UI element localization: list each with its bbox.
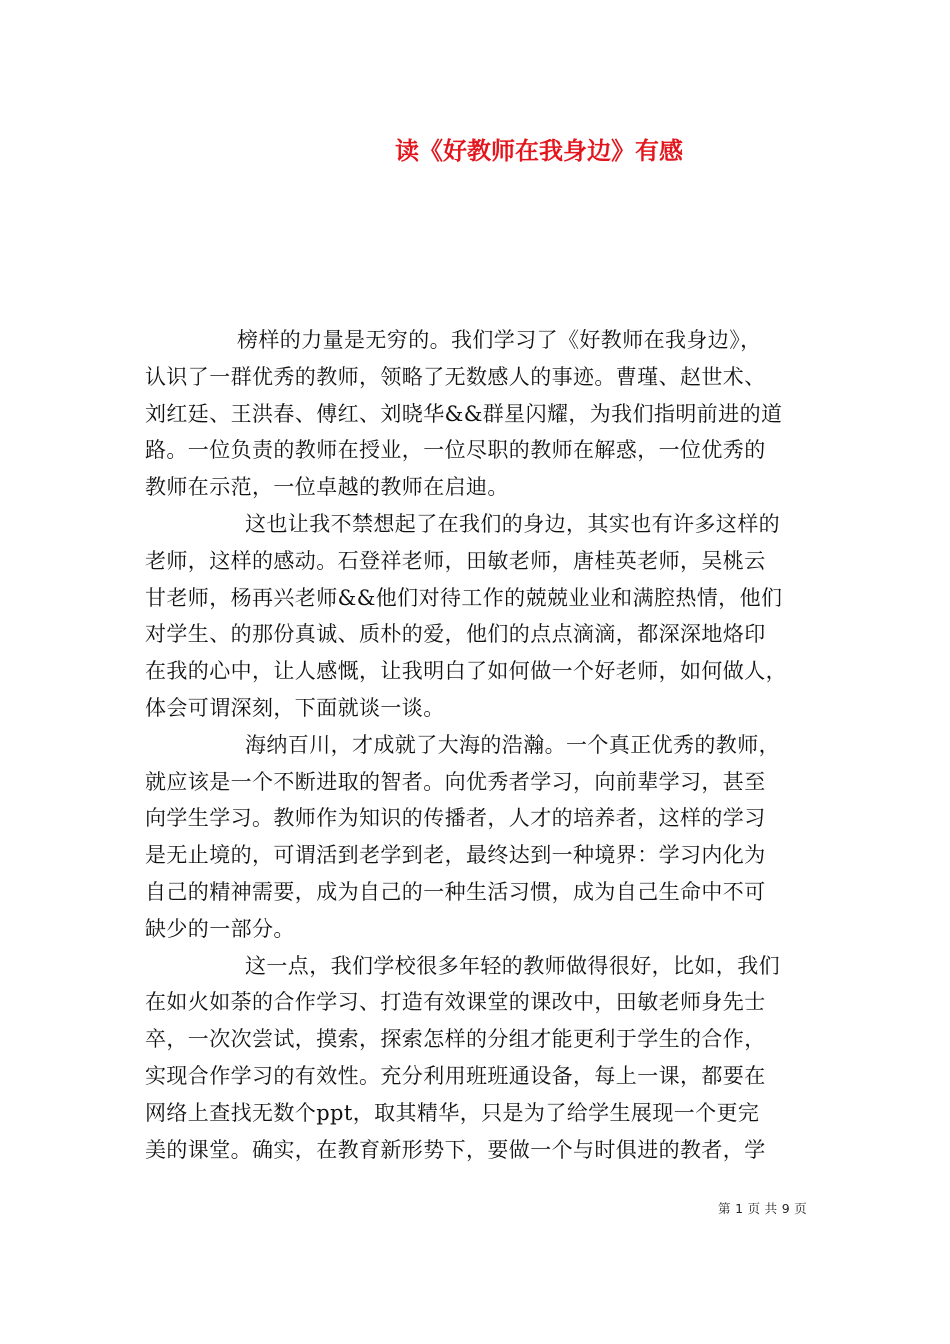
- text-line: 网络上查找无数个ppt，取其精华，只是为了给学生展现一个更完: [145, 1100, 760, 1125]
- text-line: 甘老师，杨再兴老师&&他们对待工作的兢兢业业和满腔热情，他们: [145, 585, 783, 610]
- text-line: 在我的心中，让人感慨，让我明白了如何做一个好老师，如何做人，: [145, 659, 787, 684]
- page-number-footer: 第 1 页 共 9 页: [718, 1201, 808, 1216]
- text-line: 海纳百川，才成就了大海的浩瀚。一个真正优秀的教师，: [245, 732, 780, 757]
- text-line: 就应该是一个不断进取的智者。向优秀者学习，向前辈学习，甚至: [145, 769, 766, 794]
- paragraph-2: [145, 506, 811, 727]
- text-line: 在如火如荼的合作学习、打造有效课堂的课改中，田敏老师身先士: [145, 990, 766, 1015]
- paragraph-3: [145, 727, 811, 948]
- text-line: 美的课堂。确实，在教育新形势下，要做一个与时俱进的教者，学: [145, 1137, 766, 1162]
- text-line: 榜样的力量是无穷的。我们学习了《好教师在我身边》，: [237, 328, 762, 352]
- text-line: 教师在示范，一位卓越的教师在启迪。: [145, 475, 509, 500]
- text-line: 缺少的一部分。: [145, 916, 295, 941]
- text-line: 这也让我不禁想起了在我们的身边，其实也有许多这样的: [245, 511, 780, 536]
- text-line: 认识了一群优秀的教师，领略了无数感人的事迹。曹瑾、赵世术、: [145, 364, 766, 389]
- text-line: 这一点，我们学校很多年轻的教师做得很好，比如，我们: [245, 953, 780, 978]
- paragraph-1: [145, 322, 811, 506]
- text-line: 是无止境的，可谓活到老学到老，最终达到一种境界：学习内化为: [145, 843, 766, 868]
- paragraph-4: [145, 948, 811, 1169]
- text-line: 卒，一次次尝试，摸索，探索怎样的分组才能更利于学生的合作，: [145, 1027, 766, 1052]
- document-title: 读《好教师在我身边》有感: [395, 136, 683, 165]
- text-line: 体会可谓深刻，下面就谈一谈。: [145, 695, 445, 720]
- text-line: 向学生学习。教师作为知识的传播者，人才的培养者，这样的学习: [145, 806, 766, 831]
- text-line: 实现合作学习的有效性。充分利用班班通设备，每上一课，都要在: [145, 1063, 766, 1088]
- text-line: 路。一位负责的教师在授业，一位尽职的教师在解惑，一位优秀的: [145, 438, 766, 463]
- text-line: 自己的精神需要，成为自己的一种生活习惯，成为自己生命中不可: [145, 879, 766, 904]
- text-line: 老师，这样的感动。石登祥老师，田敏老师，唐桂英老师，吴桃云: [145, 548, 766, 573]
- document-body: [145, 322, 811, 1168]
- text-line: 对学生、的那份真诚、质朴的爱，他们的点点滴滴，都深深地烙印: [145, 622, 766, 647]
- text-line: 刘红廷、王洪春、傅红、刘晓华&&群星闪耀，为我们指明前进的道: [145, 401, 783, 426]
